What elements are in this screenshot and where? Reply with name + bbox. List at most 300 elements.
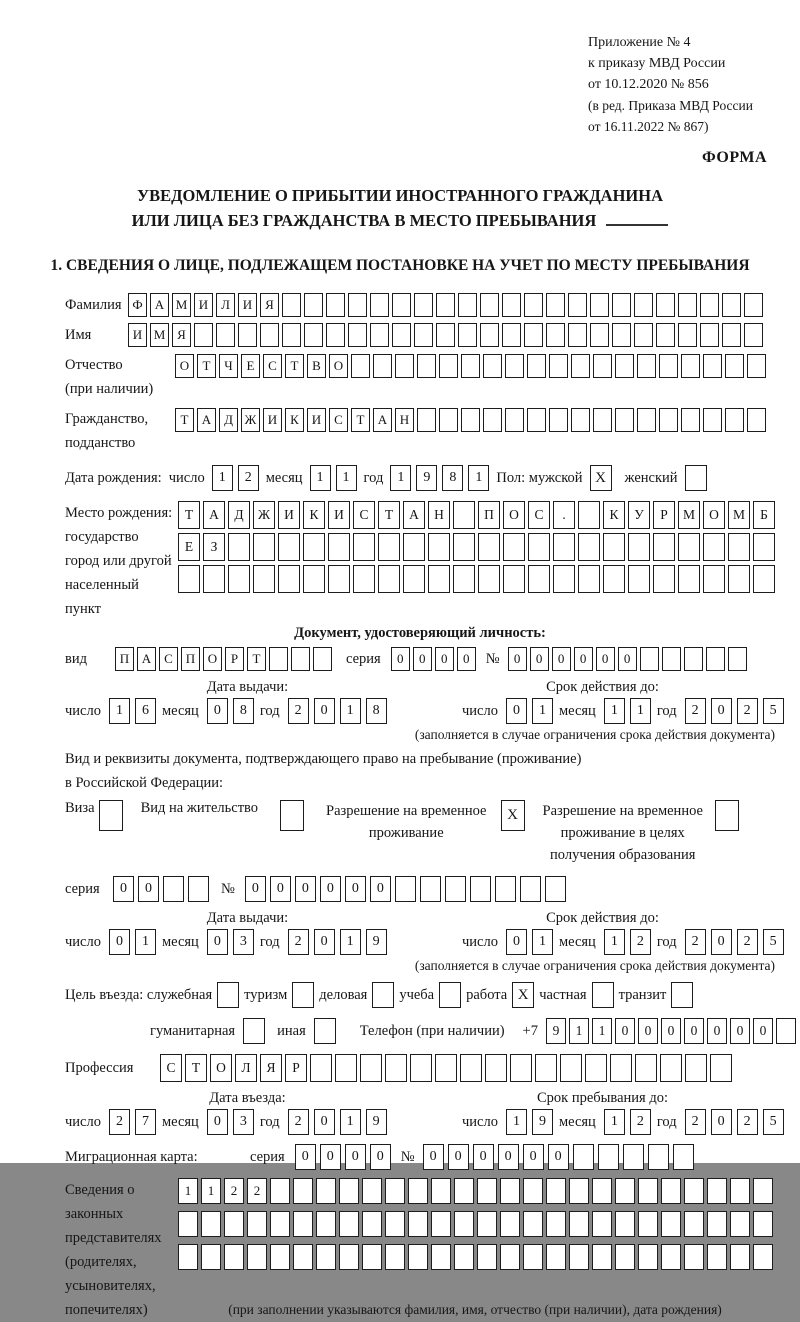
char-box: 0 <box>498 1144 519 1170</box>
char-box: 0 <box>113 876 134 902</box>
char-box <box>238 323 257 347</box>
char-box: Т <box>178 501 200 529</box>
char-box <box>282 323 301 347</box>
sex-female-label: женский <box>624 469 678 486</box>
char-box <box>648 1144 669 1170</box>
doc-valid-day <box>506 698 553 724</box>
char-box: 0 <box>711 1109 732 1135</box>
char-box <box>253 533 275 561</box>
char-box: В <box>307 354 326 378</box>
birth-place-boxes <box>178 501 775 593</box>
char-box <box>662 647 681 671</box>
char-box: 2 <box>109 1109 130 1135</box>
phone-boxes <box>546 1018 796 1044</box>
purpose-label: Цель въезда: служебная <box>65 986 213 1003</box>
char-box <box>408 1211 428 1237</box>
char-box: О <box>203 647 222 671</box>
doc-issue-day <box>109 698 156 724</box>
char-box: 7 <box>135 1109 156 1135</box>
char-box: Д <box>219 408 238 432</box>
char-box: Е <box>241 354 260 378</box>
char-box: 5 <box>763 1109 784 1135</box>
char-box: 1 <box>604 1109 625 1135</box>
char-box <box>730 1211 750 1237</box>
char-box <box>247 1211 267 1237</box>
doc-type-label: вид <box>65 650 87 667</box>
char-box: 9 <box>546 1018 566 1044</box>
doc-issue-year <box>288 698 387 724</box>
doc-number-label: № <box>485 650 500 667</box>
char-box: А <box>137 647 156 671</box>
permit-number-boxes <box>245 876 566 902</box>
given-name-boxes <box>128 323 763 347</box>
char-box <box>328 533 350 561</box>
char-box <box>747 408 766 432</box>
char-box <box>528 565 550 593</box>
char-box: 0 <box>753 1018 773 1044</box>
char-box: 1 <box>340 1109 361 1135</box>
char-box <box>638 1244 658 1270</box>
char-box: 1 <box>592 1018 612 1044</box>
birth-place-row <box>65 501 775 621</box>
char-box <box>703 533 725 561</box>
char-box: 2 <box>288 698 309 724</box>
edu-permit-checkbox <box>715 800 739 831</box>
form-title <box>0 183 800 233</box>
char-box <box>603 565 625 593</box>
doc-issue-month <box>207 698 254 724</box>
char-box <box>270 1244 290 1270</box>
char-box <box>568 323 587 347</box>
char-box: О <box>703 501 725 529</box>
char-box: 0 <box>370 1144 391 1170</box>
char-box: А <box>197 408 216 432</box>
doc-type-row <box>65 647 775 671</box>
char-box <box>703 408 722 432</box>
char-box: 1 <box>390 465 411 491</box>
birth-month-boxes <box>310 465 357 491</box>
temp-permit-label: Разрешение на временное проживание <box>326 803 487 841</box>
char-box <box>553 533 575 561</box>
char-box <box>392 323 411 347</box>
char-box <box>569 1178 589 1204</box>
char-box <box>728 565 750 593</box>
char-box: Р <box>285 1054 307 1082</box>
char-box <box>373 354 392 378</box>
char-box <box>247 1244 267 1270</box>
char-box <box>535 1054 557 1082</box>
representatives-row1 <box>178 1178 773 1204</box>
residence-permit-checkbox <box>280 800 304 831</box>
char-box <box>370 323 389 347</box>
char-box <box>612 323 631 347</box>
given-name-row <box>65 323 775 347</box>
char-box: Т <box>285 354 304 378</box>
char-box <box>431 1244 451 1270</box>
patronymic-boxes <box>175 354 766 378</box>
purpose-work-label: работа <box>466 986 508 1003</box>
permit-dates-row <box>65 929 775 955</box>
char-box: 0 <box>530 647 549 671</box>
char-box <box>328 565 350 593</box>
char-box <box>414 293 433 317</box>
char-box: 2 <box>630 929 651 955</box>
char-box: С <box>263 354 282 378</box>
legal-header <box>0 0 800 137</box>
form-title-line1: УВЕДОМЛЕНИЕ О ПРИБЫТИИ ИНОСТРАННОГО ГРАЖДАНИНА <box>136 186 664 205</box>
char-box <box>661 1211 681 1237</box>
char-box <box>293 1178 313 1204</box>
char-box <box>707 1211 727 1237</box>
doc-issue-date: число 1 6 месяц 0 8 год 2 0 1 8 <box>65 698 430 724</box>
char-box <box>578 501 600 529</box>
purpose-humanitarian-label: гуманитарная <box>150 1022 236 1039</box>
char-box <box>313 647 332 671</box>
char-box <box>523 1244 543 1270</box>
char-box <box>553 565 575 593</box>
char-box: 0 <box>711 698 732 724</box>
char-box: 3 <box>233 929 254 955</box>
char-box: Я <box>172 323 191 347</box>
char-box <box>640 647 659 671</box>
surname-label: Фамилия <box>65 296 122 313</box>
purpose-other-label: иная <box>277 1022 306 1039</box>
char-box <box>725 408 744 432</box>
char-box <box>520 876 541 902</box>
char-box <box>549 354 568 378</box>
char-box <box>722 293 741 317</box>
char-box <box>461 408 480 432</box>
char-box <box>385 1211 405 1237</box>
char-box: 2 <box>737 698 758 724</box>
char-box <box>310 1054 332 1082</box>
char-box <box>453 533 475 561</box>
char-box <box>634 323 653 347</box>
char-box: 0 <box>684 1018 704 1044</box>
char-box <box>573 1144 594 1170</box>
entry-date-heading: Дата въезда: <box>209 1090 286 1106</box>
char-box <box>659 408 678 432</box>
char-box <box>603 533 625 561</box>
char-box <box>326 323 345 347</box>
stay-until-month <box>604 1109 651 1135</box>
char-box <box>403 533 425 561</box>
char-box: С <box>159 647 178 671</box>
char-box <box>730 1244 750 1270</box>
char-box <box>753 1178 773 1204</box>
char-box: У <box>628 501 650 529</box>
char-box <box>545 876 566 902</box>
char-box: Ф <box>128 293 147 317</box>
char-box: 8 <box>366 698 387 724</box>
char-box: 0 <box>707 1018 727 1044</box>
purpose-humanitarian-checkbox <box>243 1018 265 1044</box>
char-box <box>546 1244 566 1270</box>
purpose-tourism-checkbox <box>292 982 314 1008</box>
char-box: 0 <box>615 1018 635 1044</box>
char-box: 9 <box>416 465 437 491</box>
char-box <box>615 1211 635 1237</box>
char-box <box>445 876 466 902</box>
birth-month-label: месяц <box>265 469 303 486</box>
char-box <box>326 293 345 317</box>
char-box <box>615 1178 635 1204</box>
char-box: 2 <box>288 1109 309 1135</box>
char-box <box>569 1244 589 1270</box>
citizenship-boxes <box>175 408 766 432</box>
char-box <box>592 1244 612 1270</box>
char-box <box>571 408 590 432</box>
char-box <box>460 1054 482 1082</box>
char-box: 1 <box>340 698 361 724</box>
char-box <box>546 1211 566 1237</box>
char-box <box>615 354 634 378</box>
char-box <box>546 293 565 317</box>
birth-date-row <box>65 465 775 491</box>
char-box <box>408 1178 428 1204</box>
char-box <box>454 1211 474 1237</box>
migration-number-label: № <box>400 1148 415 1165</box>
char-box: 1 <box>340 929 361 955</box>
char-box <box>293 1244 313 1270</box>
permit-valid-heading: Срок действия до: <box>546 910 659 926</box>
char-box: И <box>278 501 300 529</box>
visa-checkbox <box>99 800 123 831</box>
char-box <box>527 354 546 378</box>
char-box <box>500 1211 520 1237</box>
char-box: 0 <box>574 647 593 671</box>
visa-label: Виза <box>65 800 95 816</box>
char-box <box>637 408 656 432</box>
char-box <box>477 1211 497 1237</box>
char-box: 1 <box>178 1178 198 1204</box>
char-box <box>568 293 587 317</box>
char-box <box>744 293 763 317</box>
char-box <box>502 323 521 347</box>
char-box <box>253 565 275 593</box>
char-box: 0 <box>506 698 527 724</box>
char-box <box>477 1244 497 1270</box>
char-box <box>278 533 300 561</box>
char-box <box>410 1054 432 1082</box>
char-box <box>480 293 499 317</box>
char-box <box>453 565 475 593</box>
patronymic-label: Отчество (при наличии) <box>65 357 154 397</box>
char-box <box>304 323 323 347</box>
char-box: О <box>210 1054 232 1082</box>
stay-until-heading: Срок пребывания до: <box>537 1090 668 1106</box>
char-box: Л <box>235 1054 257 1082</box>
char-box: 0 <box>423 1144 444 1170</box>
char-box: Б <box>753 501 775 529</box>
permit-series-row <box>65 876 775 902</box>
char-box <box>360 1054 382 1082</box>
char-box: 0 <box>295 1144 316 1170</box>
char-box: 0 <box>548 1144 569 1170</box>
char-box <box>339 1244 359 1270</box>
char-box: И <box>328 501 350 529</box>
char-box: 2 <box>288 929 309 955</box>
char-box: 0 <box>552 647 571 671</box>
char-box: 0 <box>413 647 432 671</box>
char-box <box>385 1054 407 1082</box>
char-box: Л <box>216 293 235 317</box>
char-box <box>348 293 367 317</box>
doc-dates-row <box>65 698 775 724</box>
char-box <box>362 1178 382 1204</box>
representatives-boxes <box>178 1178 773 1270</box>
char-box <box>417 408 436 432</box>
char-box <box>707 1244 727 1270</box>
permit-issue-heading: Дата выдачи: <box>206 910 289 926</box>
char-box: 0 <box>109 929 130 955</box>
char-box <box>483 408 502 432</box>
char-box <box>385 1244 405 1270</box>
char-box: К <box>603 501 625 529</box>
surname-boxes <box>128 293 763 317</box>
char-box <box>278 565 300 593</box>
temp-permit-checkbox: X <box>501 800 525 831</box>
entry-month <box>207 1109 254 1135</box>
char-box <box>224 1244 244 1270</box>
doc-valid-year <box>685 698 784 724</box>
char-box <box>700 293 719 317</box>
char-box: П <box>181 647 200 671</box>
phone-label: Телефон (при наличии) <box>359 1022 505 1039</box>
char-box <box>224 1211 244 1237</box>
doc-issue-heading: Дата выдачи: <box>206 679 289 695</box>
char-box: 0 <box>207 698 228 724</box>
char-box: 2 <box>630 1109 651 1135</box>
char-box: М <box>172 293 191 317</box>
char-box <box>615 1244 635 1270</box>
birth-place-row3 <box>178 565 775 593</box>
char-box <box>414 323 433 347</box>
char-box <box>678 293 697 317</box>
permit-number-label: № <box>221 880 235 897</box>
char-box: И <box>128 323 147 347</box>
char-box: 0 <box>320 1144 341 1170</box>
char-box <box>678 533 700 561</box>
char-box <box>293 1211 313 1237</box>
char-box <box>612 293 631 317</box>
appendix-line: Приложение № 4 <box>588 35 691 50</box>
char-box <box>569 1211 589 1237</box>
given-name-label: Имя <box>65 326 92 343</box>
entry-date: число 2 7 месяц 0 3 год 2 0 1 9 <box>65 1109 430 1135</box>
char-box: 2 <box>737 1109 758 1135</box>
char-box: Д <box>228 501 250 529</box>
char-box: 1 <box>630 698 651 724</box>
char-box: К <box>285 408 304 432</box>
doc-series-boxes <box>391 647 476 671</box>
stay-until-year <box>685 1109 784 1135</box>
char-box: Ж <box>241 408 260 432</box>
char-box <box>201 1244 221 1270</box>
char-box <box>485 1054 507 1082</box>
char-box <box>351 354 370 378</box>
char-box <box>744 323 763 347</box>
title-blank-line <box>606 212 668 226</box>
char-box <box>353 565 375 593</box>
profession-row <box>65 1054 775 1082</box>
char-box <box>660 1054 682 1082</box>
char-box <box>725 354 744 378</box>
char-box <box>638 1211 658 1237</box>
char-box: 0 <box>245 876 266 902</box>
migration-number-boxes <box>423 1144 694 1170</box>
char-box: 2 <box>685 929 706 955</box>
char-box <box>378 533 400 561</box>
char-box <box>635 1054 657 1082</box>
char-box <box>362 1211 382 1237</box>
char-box: 1 <box>532 929 553 955</box>
purpose-business-label: деловая <box>319 986 368 1003</box>
char-box <box>590 293 609 317</box>
form-title-line2: ИЛИ ЛИЦА БЕЗ ГРАЖДАНСТВА В МЕСТО ПРЕБЫВАНИЯ <box>0 208 800 233</box>
char-box <box>362 1244 382 1270</box>
char-box <box>270 1178 290 1204</box>
char-box: Я <box>260 293 279 317</box>
purpose-tourism-label: туризм <box>244 986 288 1003</box>
permit-issue-year <box>288 929 387 955</box>
char-box: 0 <box>138 876 159 902</box>
char-box <box>678 565 700 593</box>
char-box <box>316 1211 336 1237</box>
char-box <box>661 1178 681 1204</box>
stay-until-date: число 1 9 месяц 1 2 год 2 0 2 5 <box>430 1109 784 1135</box>
char-box <box>703 565 725 593</box>
char-box <box>395 876 416 902</box>
char-box: 0 <box>207 1109 228 1135</box>
doc-number-boxes <box>508 647 747 671</box>
char-box <box>500 1244 520 1270</box>
citizenship-row <box>65 407 775 455</box>
doc-validity-note: (заполняется в случае ограничения срока действия документа) <box>414 727 775 742</box>
char-box <box>461 354 480 378</box>
char-box <box>661 1244 681 1270</box>
char-box: 1 <box>468 465 489 491</box>
purpose-study-checkbox <box>439 982 461 1008</box>
purpose-business-checkbox <box>372 982 394 1008</box>
char-box: Ж <box>253 501 275 529</box>
char-box <box>571 354 590 378</box>
char-box: 0 <box>711 929 732 955</box>
char-box: 0 <box>506 929 527 955</box>
char-box <box>656 293 675 317</box>
char-box <box>500 1178 520 1204</box>
order-date-line: от 10.12.2020 № 856 <box>588 77 709 92</box>
char-box: Я <box>260 1054 282 1082</box>
char-box: 1 <box>109 698 130 724</box>
permit-series-label: серия <box>65 880 100 897</box>
char-box: Т <box>247 647 266 671</box>
representatives-row2 <box>178 1211 773 1237</box>
char-box <box>439 408 458 432</box>
char-box <box>684 1178 704 1204</box>
entry-year <box>288 1109 387 1135</box>
char-box <box>392 293 411 317</box>
char-box <box>753 565 775 593</box>
char-box <box>549 408 568 432</box>
char-box: 2 <box>685 1109 706 1135</box>
char-box: 0 <box>370 876 391 902</box>
char-box <box>505 408 524 432</box>
char-box: 0 <box>457 647 476 671</box>
identity-doc-heading: Документ, удостоверяющий личность: <box>294 625 546 641</box>
order-line: к приказу МВД России <box>588 56 726 71</box>
char-box <box>628 565 650 593</box>
